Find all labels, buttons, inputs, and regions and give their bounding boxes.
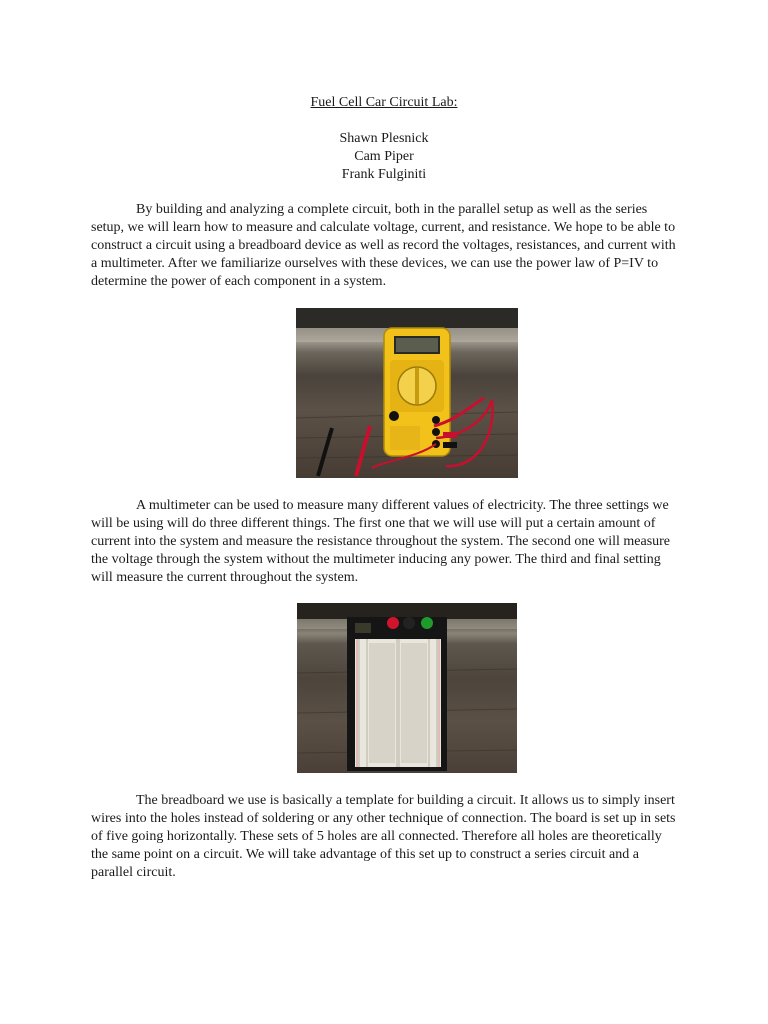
intro-paragraph: By building and analyzing a complete circuit, both in the parallel setup as well as the series setup, we will learn how to measure and calculate voltage, current, and resistance. We hope to be able to construct a circuit using a breadboard device as well as record the voltages, resistances, and current with a multimeter. After we familiarize ourselves with these devices, we can use the power law of P=IV to determine the power of each component in a system. — [91, 202, 676, 289]
author-name: Cam Piper — [354, 149, 414, 164]
breadboard-photo — [297, 603, 517, 773]
multimeter-illustration — [296, 308, 518, 478]
breadboard-illustration — [297, 603, 517, 773]
multimeter-photo — [296, 308, 518, 478]
multimeter-paragraph: A multimeter can be used to measure many different values of electricity. The three settings we will be using will do three different things. The first one that we will use will put a certain amount of current into the system and measure the resistance throughout the system. The second one will measure the voltage through the system without the multimeter inducing any power. The third and final setting will measure the current throughout the system. — [91, 498, 671, 585]
author-name: Frank Fulginiti — [341, 167, 427, 182]
breadboard-paragraph: The breadboard we use is basically a template for building a circuit. It allows us to simply insert wires into the holes instead of soldering or any other technique of connection. The board is set up in sets of five going horizontally. These sets of 5 holes are all connected. Therefore all holes are theoretically the same point on a circuit. We will take advantage of this set up to construct a series circuit and a parallel circuit. — [91, 793, 676, 880]
author-list — [0, 130, 768, 184]
author-name: Shawn Plesnick — [339, 131, 429, 146]
document-title: Fuel Cell Car Circuit Lab: — [310, 95, 458, 110]
